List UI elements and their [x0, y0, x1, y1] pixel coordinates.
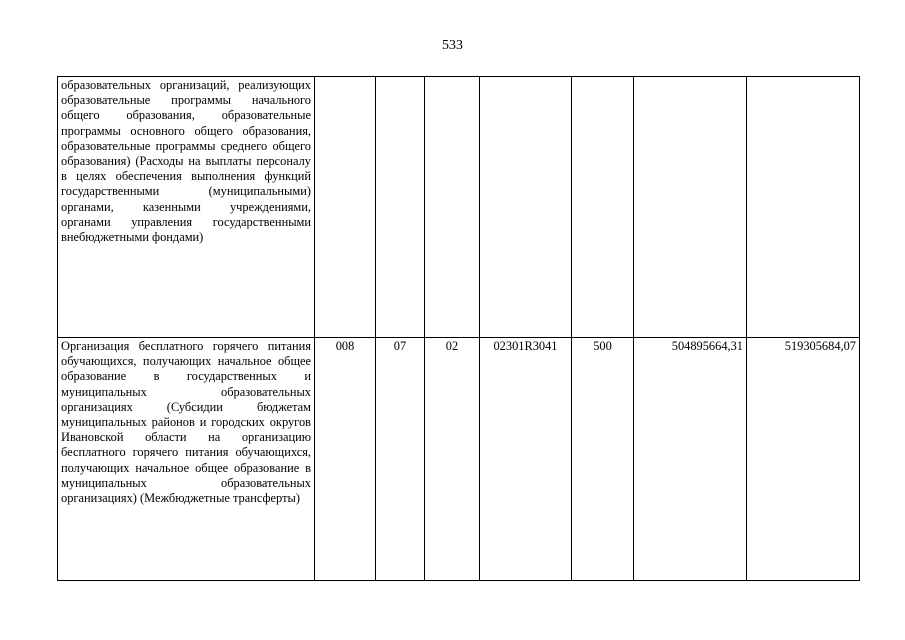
table-row	[58, 77, 860, 338]
table-row	[58, 338, 860, 581]
amount-year-2: 519305684,07	[747, 338, 860, 581]
row-description: Организация бесплатного горячего питания обучающихся, получающих начальное общее образование в государственных и муниципальных образовательных организациях (Субсидии бюджетам муниципальных районов и городских округов Ивановской области на организацию бесплатного горячего питания обучающихся, получающих начальное общее образование в муниципальных образовательных организациях) (Межбюджетные трансферты)	[58, 338, 315, 581]
subsection-code: 02	[425, 338, 480, 581]
ministry-code: 008	[315, 338, 376, 581]
section-code: 07	[376, 338, 425, 581]
row-description: образовательных организаций, реализующих образовательные программы начального общего образования, образовательные программы основного общего образования, образовательные программы среднего общего образования) (Расходы на выплаты персоналу в целях обеспечения выполнения функций государственными (муниципальными) органами, казенными учреждениями, органами управления государственными внебюджетными фондами)	[58, 77, 315, 338]
expense-type-code	[572, 77, 634, 338]
amount-year-2	[747, 77, 860, 338]
subsection-code	[425, 77, 480, 338]
expense-type-code: 500	[572, 338, 634, 581]
amount-year-1	[634, 77, 747, 338]
budget-table	[57, 76, 860, 581]
amount-year-1: 504895664,31	[634, 338, 747, 581]
target-article-code	[480, 77, 572, 338]
ministry-code	[315, 77, 376, 338]
target-article-code: 02301R3041	[480, 338, 572, 581]
page-number: 533	[442, 38, 463, 53]
section-code	[376, 77, 425, 338]
